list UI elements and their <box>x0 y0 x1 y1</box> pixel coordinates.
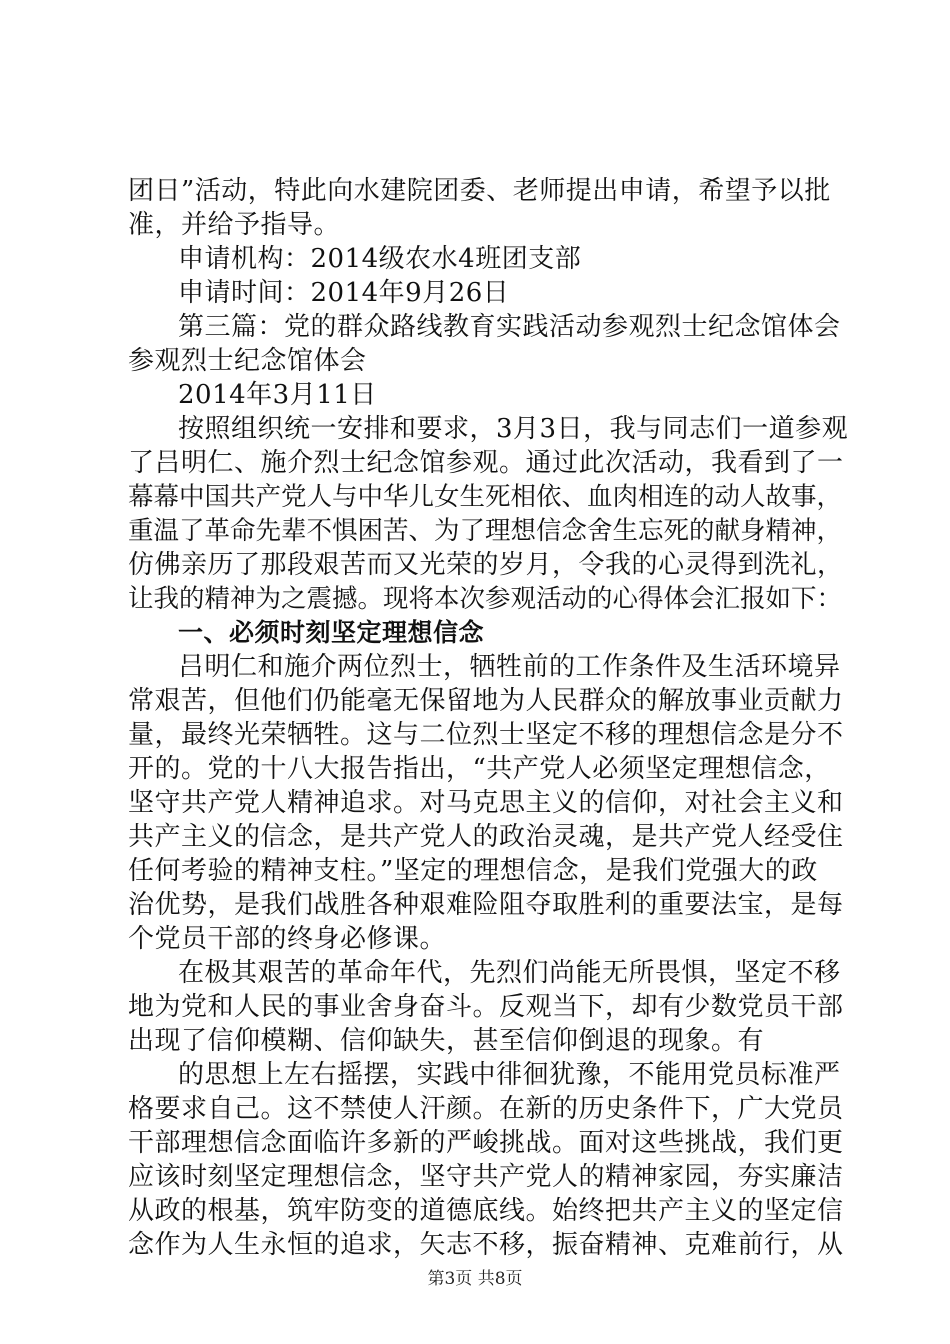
text-line: 出现了信仰模糊、信仰缺失，甚至信仰倒退的现象。有 <box>128 1026 765 1056</box>
text-line: 治优势，是我们战胜各种艰难险阻夺取胜利的重要法宝，是每 <box>128 890 844 920</box>
text-line: 任何考验的精神支柱。”坚定的理想信念，是我们党强大的政 <box>128 856 818 886</box>
text-line: 在极其艰苦的革命年代，先烈们尚能无所畏惧，坚定不移 <box>178 958 841 988</box>
text-line: 2014年3月11日 <box>178 380 377 410</box>
text-line: 了吕明仁、施介烈士纪念馆参观。通过此次活动，我看到了一 <box>128 448 844 478</box>
text-line: 干部理想信念面临许多新的严峻挑战。面对这些挑战，我们更 <box>128 1128 844 1158</box>
text-line: 仿佛亲历了那段艰苦而又光荣的岁月，令我的心灵得到洗礼， <box>128 550 844 580</box>
text-line: 格要求自己。这不禁使人汗颜。在新的历史条件下，广大党员 <box>128 1094 844 1124</box>
text-line: 常艰苦，但他们仍能毫无保留地为人民群众的解放事业贡献力 <box>128 686 844 716</box>
text-line: 坚守共产党人精神追求。对马克思主义的信仰，对社会主义和 <box>128 788 844 818</box>
text-line: 让我的精神为之震撼。现将本次参观活动的心得体会汇报如下： <box>128 584 843 614</box>
text-line: 申请时间：2014年9月26日 <box>178 278 510 308</box>
text-line: 量，最终光荣牺牲。这与二位烈士坚定不移的理想信念是分不 <box>128 720 844 750</box>
text-line: 共产主义的信念，是共产党人的政治灵魂，是共产党人经受住 <box>128 822 844 852</box>
text-line: 从政的根基，筑牢防变的道德底线。始终把共产主义的坚定信 <box>128 1196 844 1226</box>
text-line: 地为党和人民的事业舍身奋斗。反观当下，却有少数党员干部 <box>128 992 844 1022</box>
text-line: 第三篇：党的群众路线教育实践活动参观烈士纪念馆体会 <box>178 312 841 342</box>
text-line: 应该时刻坚定理想信念，坚守共产党人的精神家园，夯实廉洁 <box>128 1162 844 1192</box>
page-number-footer: 第3页 共8页 <box>427 1269 523 1289</box>
text-line: 准，并给予指导。 <box>128 210 341 240</box>
text-line: 念作为人生永恒的追求，矢志不移，振奋精神、克难前行，从 <box>128 1230 844 1260</box>
text-line: 吕明仁和施介两位烈士，牺牲前的工作条件及生活环境异 <box>178 652 841 682</box>
text-line: 重温了革命先辈不惧困苦、为了理想信念舍生忘死的献身精神， <box>128 516 843 546</box>
text-line: 申请机构：2014级农水4班团支部 <box>178 244 582 274</box>
text-line: 参观烈士纪念馆体会 <box>128 346 367 376</box>
text-line: 幕幕中国共产党人与中华儿女生死相依、血肉相连的动人故事， <box>128 482 843 512</box>
text-line: 按照组织统一安排和要求，3月3日，我与同志们一道参观 <box>178 414 849 444</box>
text-line: 个党员干部的终身必修课。 <box>128 924 447 954</box>
text-line: 开的。党的十八大报告指出，“共产党人必须坚定理想信念， <box>128 754 831 784</box>
text-line: 的思想上左右摇摆，实践中徘徊犹豫，不能用党员标准严 <box>178 1060 841 1090</box>
section-heading: 一、必须时刻坚定理想信念 <box>178 618 485 647</box>
text-line: 团日”活动，特此向水建院团委、老师提出申请，希望予以批 <box>128 176 831 206</box>
